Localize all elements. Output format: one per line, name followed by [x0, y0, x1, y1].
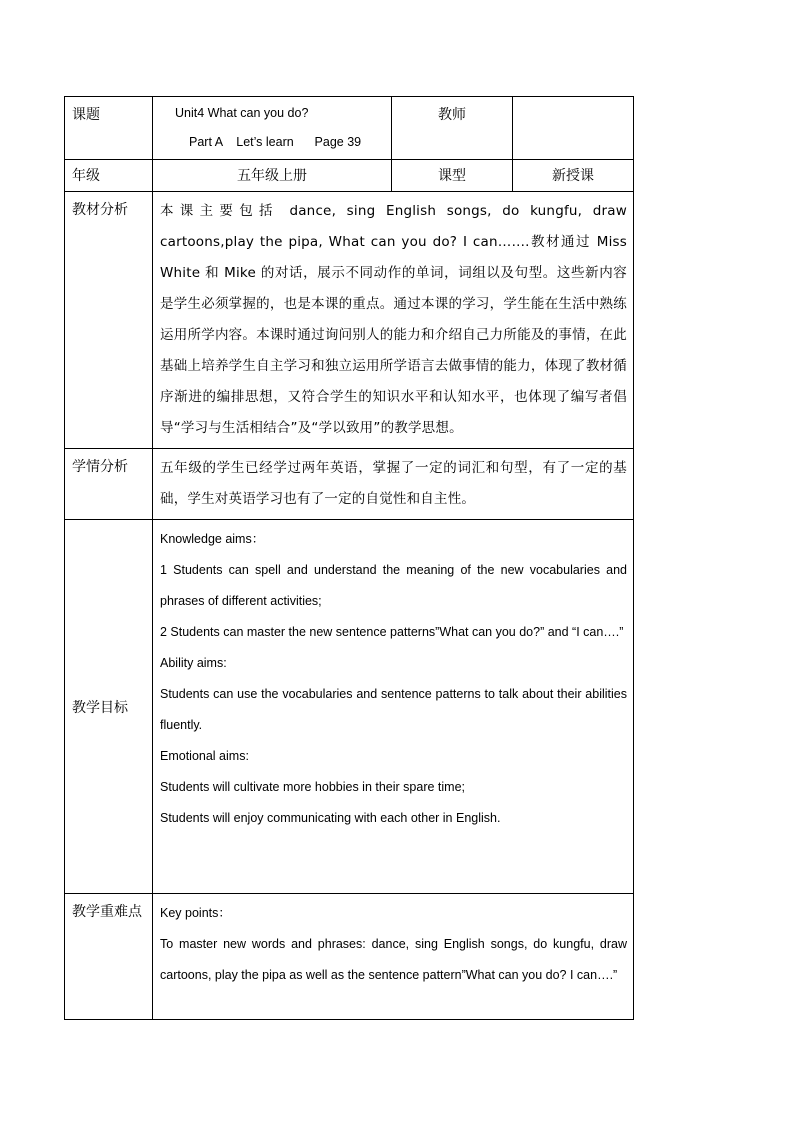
emotional-aim-2: Students will enjoy communicating with each other in English.: [160, 811, 501, 825]
grade-label: 年级: [65, 160, 153, 192]
key-points-label: 教学重难点: [65, 894, 153, 1020]
student-analysis-label: 学情分析: [65, 449, 153, 520]
student-analysis-text: 五年级的学生已经学过两年英语，掌握了一定的词汇和句型，有了一定的基础，学生对英语学习也有了一定的自觉性和自主性。: [153, 449, 634, 520]
teaching-goals-label: 教学目标: [65, 520, 153, 894]
teaching-goals-row: [65, 520, 634, 894]
textbook-analysis-label: 教材分析: [65, 192, 153, 449]
emotional-aims-heading: Emotional aims:: [160, 749, 249, 763]
ability-aims-heading: Ability aims:: [160, 656, 227, 670]
lesson-title-cell: [153, 97, 392, 160]
teacher-label: 教师: [392, 97, 513, 160]
lesson-type-value: 新授课: [513, 160, 634, 192]
grade-value: 五年级上册: [153, 160, 392, 192]
header-row: [65, 97, 634, 160]
key-points-content: [153, 894, 634, 1020]
knowledge-aim-1: 1 Students can spell and understand the meaning of the new vocabularies and phrases of different activities;: [160, 563, 627, 608]
textbook-analysis-text: 本课主要包括 dance, sing English songs, do kungfu, draw cartoons,play the pipa, What can you do? I can…….教材通过 Miss White 和 Mike 的对话，展示不同动作的单词，词组以及句型。这些新内容是学生必须掌握的，也是本课的重点。通过本课的学习，学生能在生活中熟练运用所学内容。本课时通过询问别人的能力和介绍自己力所能及的事情，在此基础上培养学生自主学习和独立运用所学语言去做事情的能力，体现了教材循序渐进的编排思想，又符合学生的知识水平和认知水平，也体现了编写者倡导“学习与生活相结合”及“学以致用”的教学思想。: [153, 192, 634, 449]
key-points-heading: Key points：: [160, 906, 231, 920]
teaching-goals-content: [153, 520, 634, 894]
topic-label: 课题: [65, 97, 153, 160]
lesson-title: Unit4 What can you do?: [175, 106, 309, 120]
lesson-plan-table: [64, 96, 634, 1020]
teacher-value: [513, 97, 634, 160]
grade-row: [65, 160, 634, 192]
lesson-type-label: 课型: [392, 160, 513, 192]
key-points-row: [65, 894, 634, 1020]
key-points-text: To master new words and phrases: dance, sing English songs, do kungfu, draw cartoons, play the pipa as well as the sentence pattern”What can you do? I can….”: [160, 937, 627, 982]
student-analysis-row: [65, 449, 634, 520]
knowledge-aims-heading: Knowledge aims：: [160, 532, 265, 546]
emotional-aim-1: Students will cultivate more hobbies in their spare time;: [160, 780, 466, 794]
lesson-subtitle: Part A Let’s learn Page 39: [189, 135, 362, 149]
ability-aim-1: Students can use the vocabularies and sentence patterns to talk about their abilities fluently.: [160, 687, 627, 732]
textbook-analysis-row: [65, 192, 634, 449]
knowledge-aim-2: 2 Students can master the new sentence patterns”What can you do?” and “I can….”: [160, 625, 624, 639]
